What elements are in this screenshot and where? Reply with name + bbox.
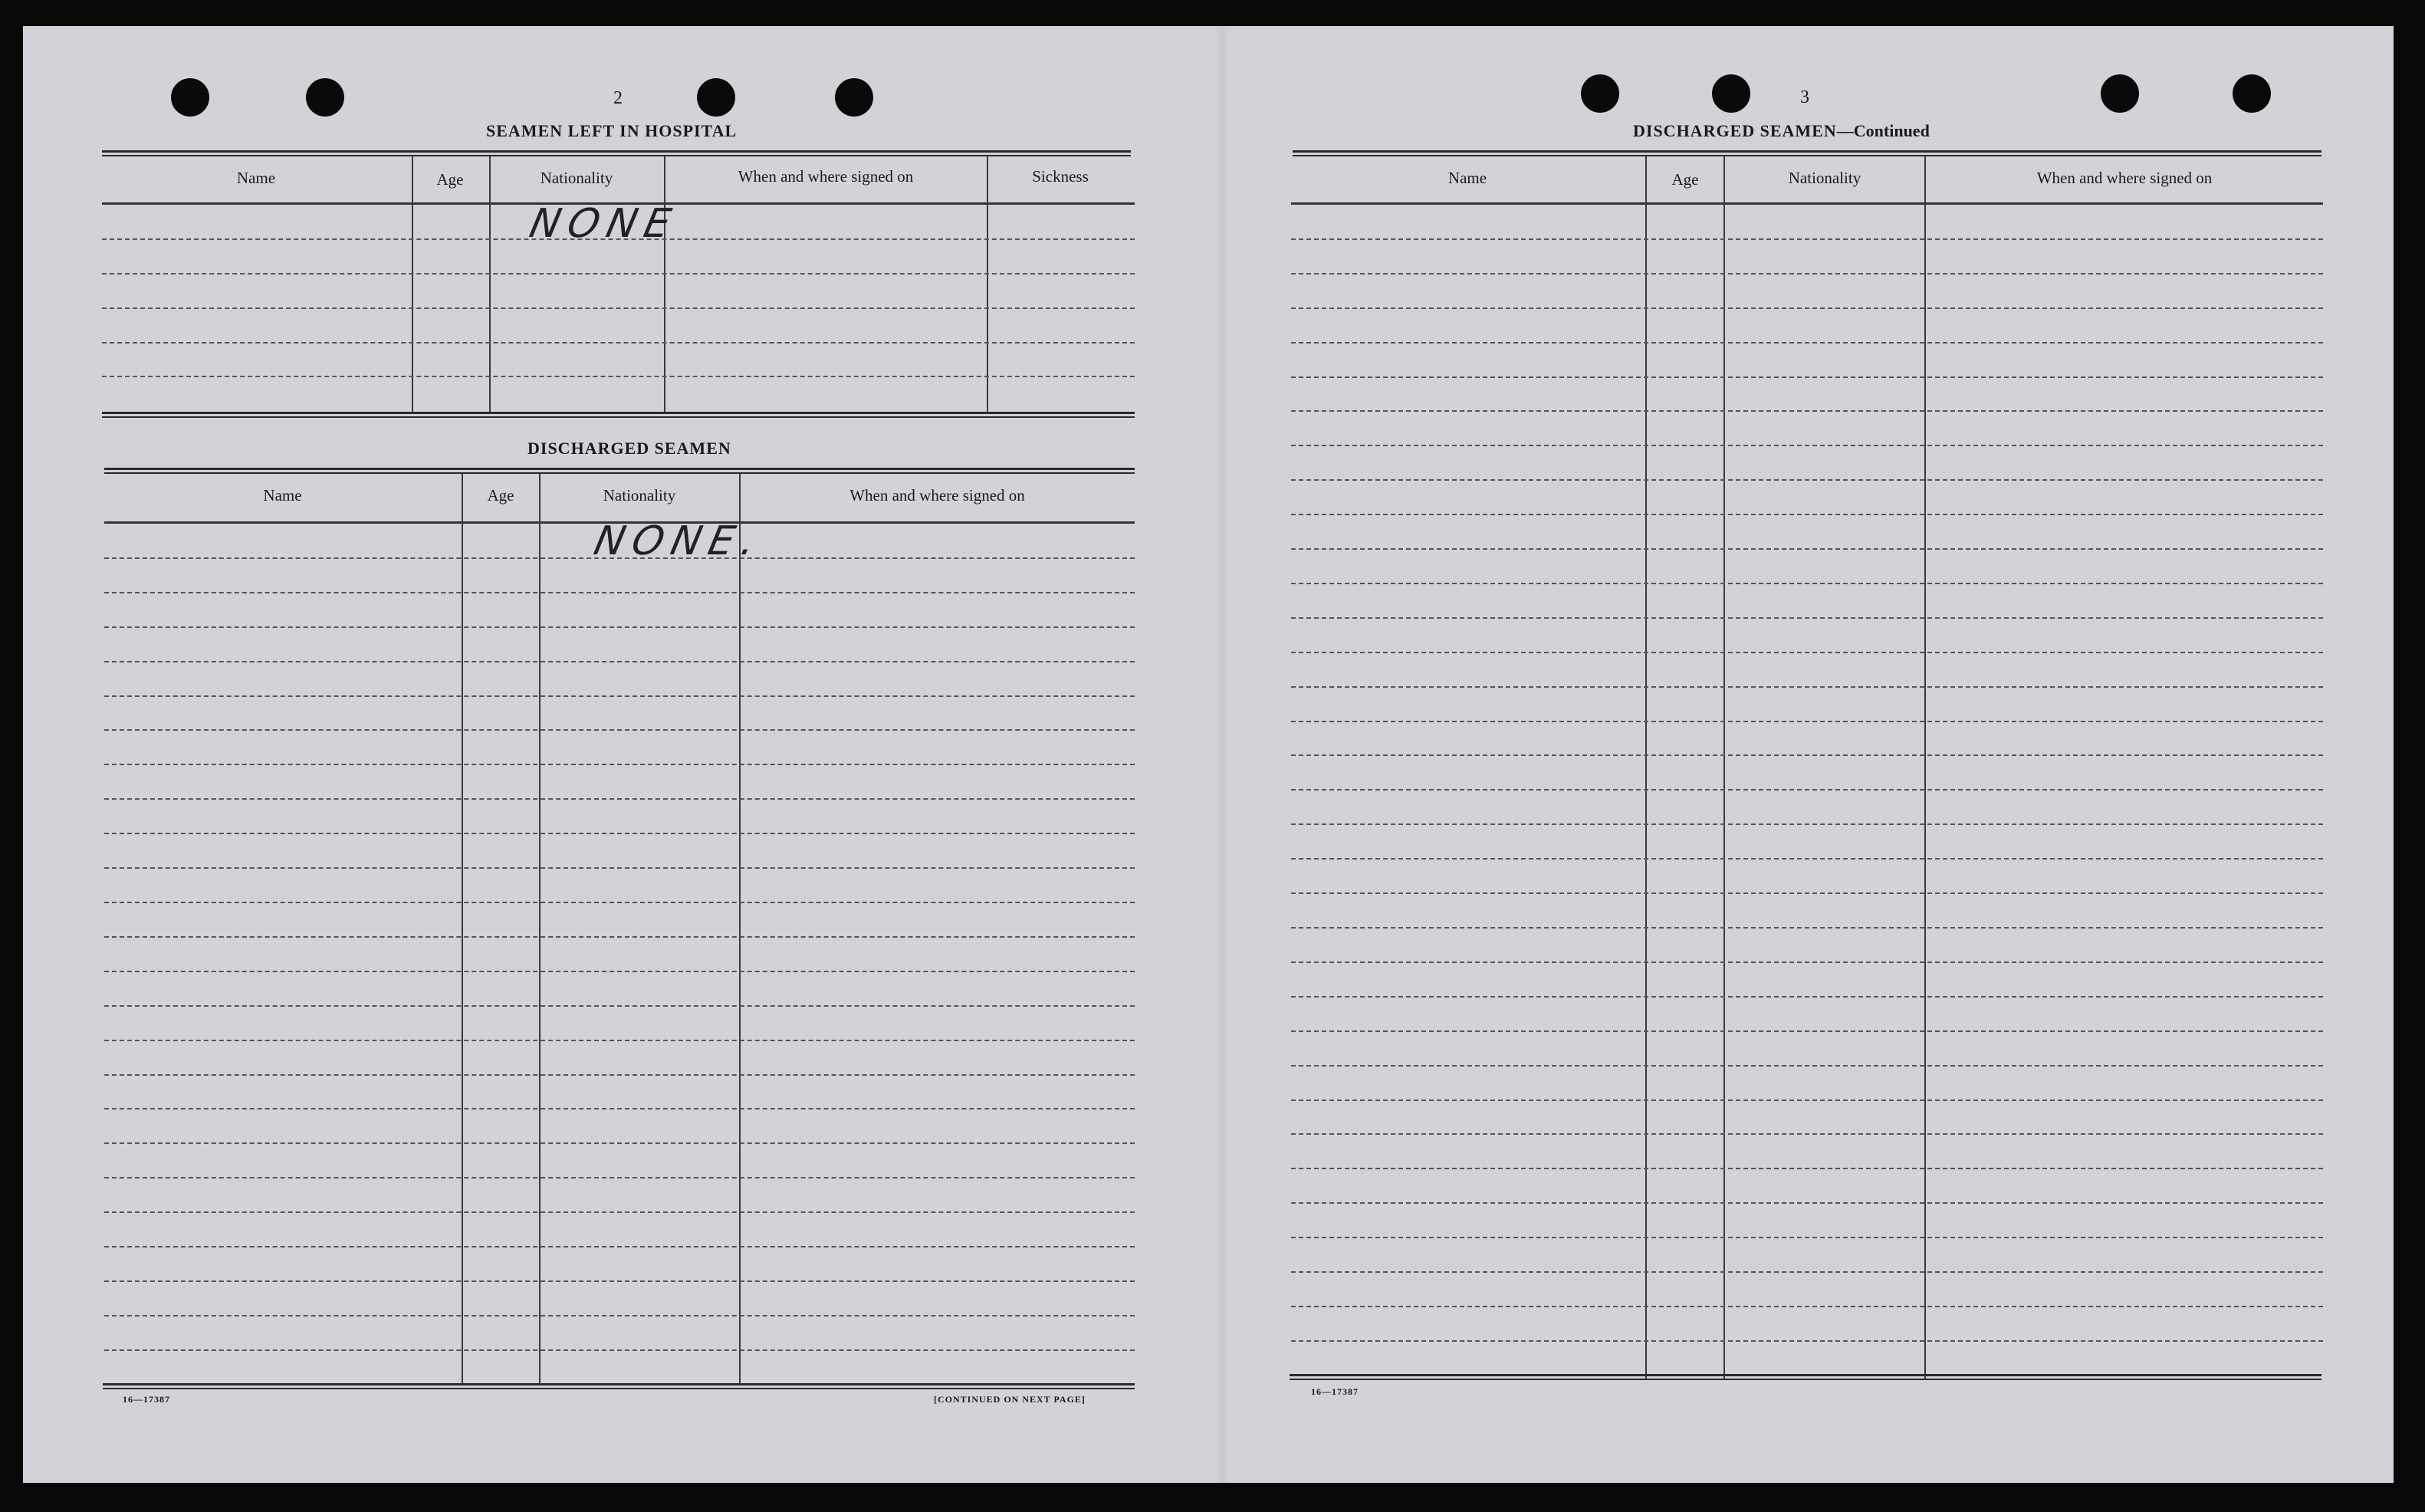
table-row-line [1291, 342, 2323, 343]
table-row-line [104, 1315, 1135, 1316]
hospital-section-title: SEAMEN LEFT IN HOSPITAL [486, 121, 738, 140]
table-row-line [104, 1040, 1135, 1041]
table-row-line [104, 936, 1135, 938]
table-row-line [1291, 1306, 2323, 1307]
hospital-col-sickness: Sickness [1032, 167, 1089, 186]
table-row-line [1291, 858, 2323, 860]
table-row-line [104, 695, 1135, 697]
table-row-line [1291, 479, 2323, 481]
punch-hole [1712, 74, 1750, 113]
table-row-line [1291, 721, 2323, 722]
table-row-line [1291, 927, 2323, 929]
right-bottom-border [1290, 1374, 2321, 1376]
table-row-line [1291, 273, 2323, 274]
discharged-bottom-border [103, 1383, 1135, 1385]
table-row-line [1291, 1099, 2323, 1101]
discharged-col-signed-on: When and where signed on [849, 486, 1025, 505]
discharged-section-title: DISCHARGED SEAMEN [527, 439, 731, 458]
punch-hole [835, 78, 873, 117]
punch-hole [2101, 74, 2139, 113]
page-fold [1215, 26, 1229, 1483]
table-row-line [104, 1142, 1135, 1144]
punch-hole [171, 78, 209, 117]
table-row-line [104, 867, 1135, 869]
table-row-line [104, 661, 1135, 662]
table-row-line [1291, 1133, 2323, 1135]
table-row-line [1291, 1237, 2323, 1238]
table-row-line [1291, 307, 2323, 309]
hospital-col-name: Name [236, 169, 276, 187]
table-row-line [104, 1349, 1135, 1351]
table-row-line [1291, 548, 2323, 550]
table-row-line [1291, 754, 2323, 756]
table-row-line [104, 1280, 1135, 1282]
right-section-title-main: DISCHARGED SEAMEN [1633, 121, 1837, 140]
punch-hole [697, 78, 735, 117]
table-row-line [104, 1074, 1135, 1076]
table-row-line [1291, 376, 2323, 378]
table-row-line [104, 1005, 1135, 1007]
table-row-line [1291, 686, 2323, 688]
right-col-signed-on: When and where signed on [2036, 169, 2213, 187]
hospital-handwritten-entry: NONE [525, 201, 682, 247]
hospital-row-line [102, 376, 1135, 377]
right-header-divider [1291, 202, 2323, 205]
hospital-col-signed-on: When and where signed on [738, 167, 914, 186]
table-row-line [1291, 445, 2323, 446]
table-row-line [1291, 410, 2323, 412]
table-row-line [1291, 1340, 2323, 1342]
table-row-line [1291, 1065, 2323, 1067]
table-row-line [104, 1177, 1135, 1178]
discharged-col-name: Name [263, 486, 302, 505]
table-row-line [104, 729, 1135, 731]
table-row-line [104, 798, 1135, 800]
right-section-title [1633, 121, 1930, 141]
table-row-line [104, 1108, 1135, 1109]
discharged-top-border [104, 468, 1135, 470]
hospital-row-line [102, 342, 1135, 343]
right-col-separator [1723, 156, 1725, 1379]
right-col-separator [1645, 156, 1647, 1379]
table-row-line [1291, 961, 2323, 963]
hospital-bottom-border [102, 412, 1135, 414]
table-row-line [104, 764, 1135, 765]
table-row-line [1291, 789, 2323, 791]
continued-note: [CONTINUED ON NEXT PAGE] [934, 1394, 1086, 1405]
table-row-line [1291, 1030, 2323, 1032]
right-section-title-suffix: —Continued [1836, 121, 1930, 140]
table-row-line [1291, 1202, 2323, 1204]
table-row-line [104, 833, 1135, 834]
discharged-handwritten-entry: NONE. [590, 518, 767, 564]
table-row-line [1291, 823, 2323, 825]
right-top-border [1293, 150, 2321, 153]
right-col-age: Age [1671, 170, 1699, 189]
table-row-line [1291, 892, 2323, 894]
hospital-row-line [102, 273, 1135, 274]
table-row-line [104, 626, 1135, 628]
table-row-line [1291, 1168, 2323, 1169]
table-row-line [1291, 652, 2323, 653]
discharged-col-nationality: Nationality [603, 486, 676, 505]
right-col-nationality: Nationality [1788, 169, 1861, 187]
punch-hole [1581, 74, 1619, 113]
page-number-right: 3 [1800, 87, 1809, 107]
form-number-right: 16—17387 [1311, 1386, 1359, 1397]
punch-hole [2233, 74, 2271, 113]
table-row-line [1291, 1271, 2323, 1273]
table-row-line [104, 902, 1135, 903]
hospital-row-line [102, 307, 1135, 309]
form-number-left: 16—17387 [123, 1394, 170, 1405]
table-row-line [104, 592, 1135, 593]
right-col-separator [1924, 156, 1926, 1379]
table-row-line [1291, 617, 2323, 619]
table-row-line [1291, 996, 2323, 998]
table-row-line [104, 1211, 1135, 1213]
discharged-col-age: Age [487, 486, 514, 505]
hospital-top-border [102, 150, 1131, 153]
right-col-name: Name [1447, 169, 1487, 187]
table-row-line [1291, 583, 2323, 584]
table-row-line [104, 1246, 1135, 1247]
table-row-line [1291, 514, 2323, 515]
table-row-line [104, 971, 1135, 972]
punch-hole [306, 78, 344, 117]
hospital-col-nationality: Nationality [540, 169, 613, 187]
table-row-line [1291, 238, 2323, 240]
page-number-left: 2 [613, 88, 623, 108]
hospital-col-age: Age [436, 170, 464, 189]
